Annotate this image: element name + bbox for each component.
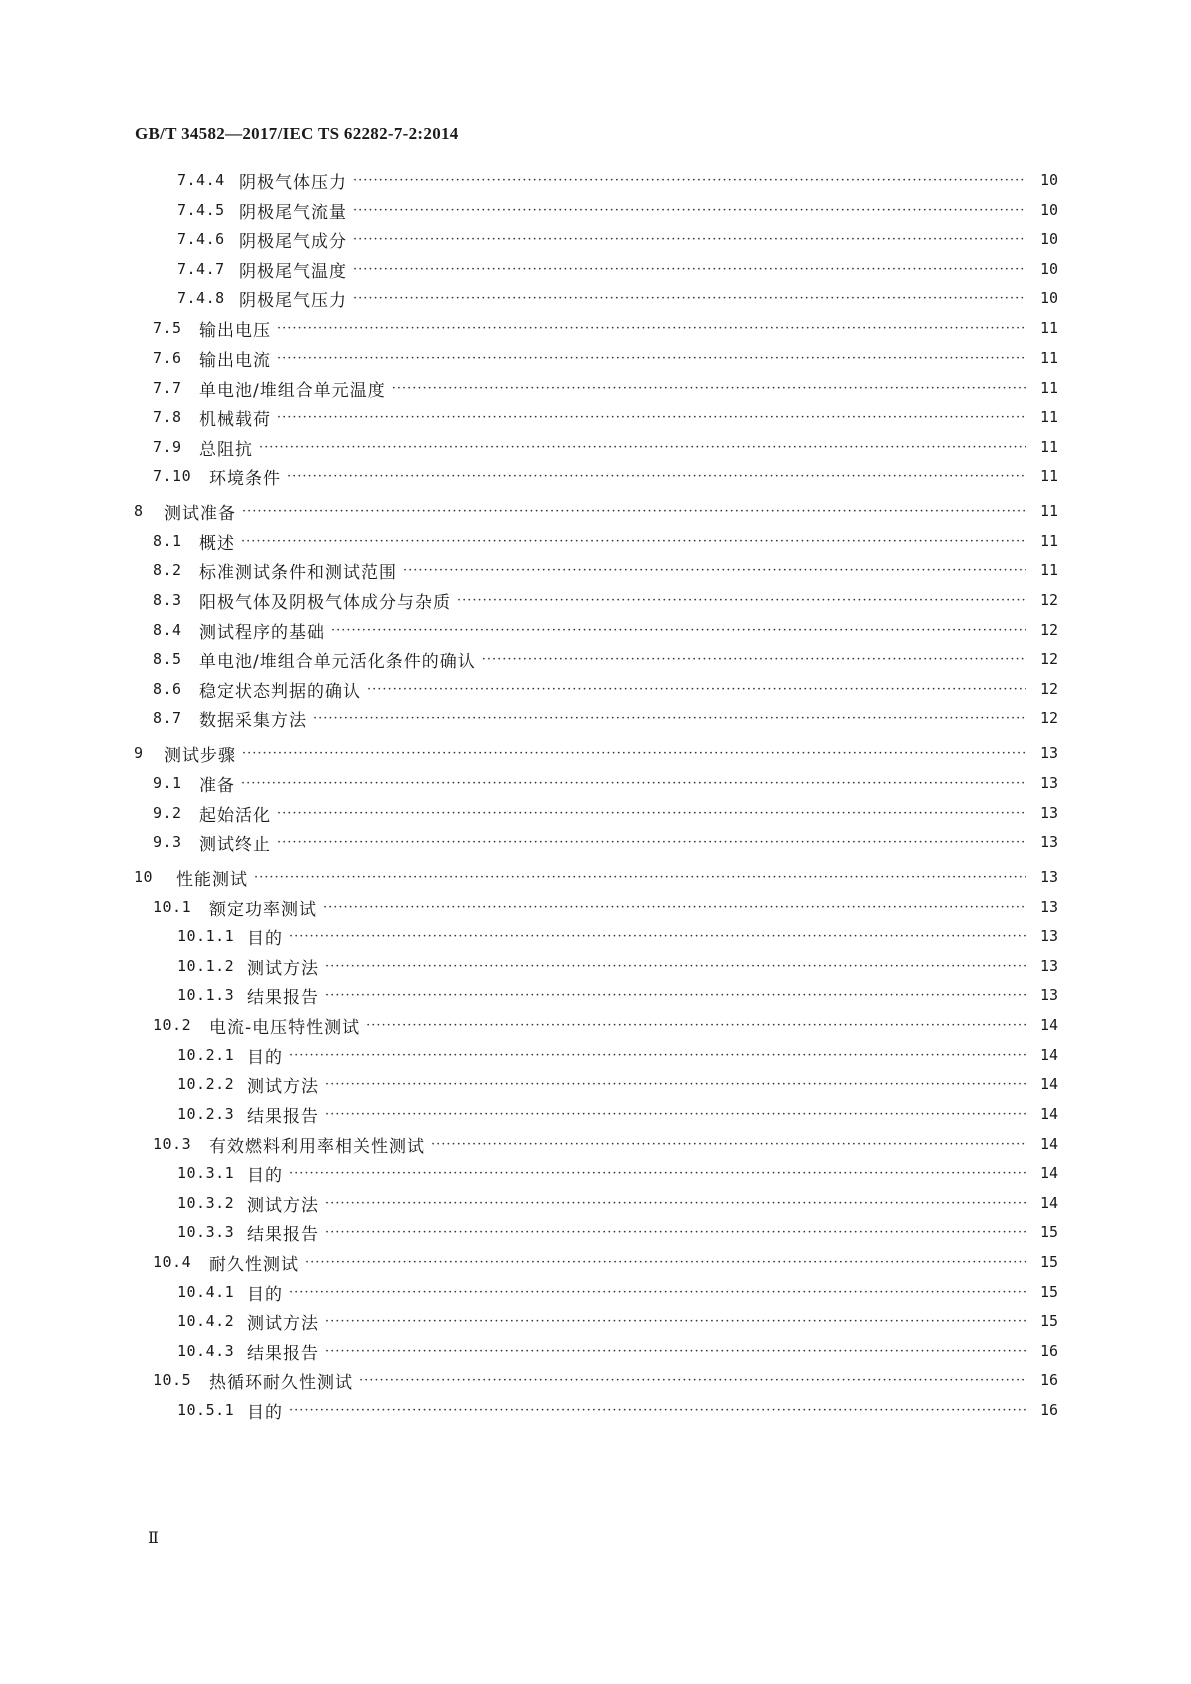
- toc-entry-title: 阴极气体压力: [239, 172, 347, 193]
- dot-leader: [457, 593, 1026, 608]
- toc-entry[interactable]: [177, 982, 1058, 1008]
- toc-entry[interactable]: [153, 800, 1058, 826]
- toc-entry-page-number: 13: [1039, 744, 1058, 762]
- toc-entry-title: 目的: [247, 1402, 283, 1423]
- toc-entry-number: 9.1: [153, 774, 182, 792]
- toc-entry-number: 7.4.4: [177, 171, 225, 189]
- toc-entry-page-number: 11: [1039, 561, 1058, 579]
- toc-entry-page-number: 14: [1039, 1075, 1058, 1093]
- toc-entry[interactable]: [177, 256, 1058, 282]
- toc-entry-number: 10.2.3: [177, 1105, 235, 1123]
- toc-entry-page-number: 13: [1039, 986, 1058, 1004]
- toc-entry-page-number: 16: [1039, 1371, 1058, 1389]
- toc-entry-page-number: 13: [1039, 774, 1058, 792]
- toc-entry-page-number: 13: [1039, 868, 1058, 886]
- toc-entry-title: 环境条件: [209, 468, 281, 489]
- toc-entry-page-number: 11: [1039, 319, 1058, 337]
- toc-entry-title: 结果报告: [247, 1343, 319, 1364]
- dot-leader: [325, 988, 1026, 1003]
- toc-entry-page-number: 14: [1039, 1194, 1058, 1212]
- toc-entry-title: 额定功率测试: [209, 899, 317, 920]
- toc-entry-number: 10.3.2: [177, 1194, 235, 1212]
- toc-entry[interactable]: [153, 1367, 1058, 1393]
- toc-entry-number: 7.10: [153, 467, 192, 485]
- toc-entry-title: 输出电压: [199, 320, 271, 341]
- toc-entry-title: 阴极尾气温度: [239, 261, 347, 282]
- toc-entry[interactable]: [153, 404, 1058, 430]
- dot-leader: [241, 534, 1026, 549]
- toc-entry-page-number: 10: [1039, 260, 1058, 278]
- toc-entry[interactable]: [177, 1219, 1058, 1245]
- toc-entry[interactable]: [153, 315, 1058, 341]
- toc-entry-title: 目的: [247, 1165, 283, 1186]
- dot-leader: [331, 623, 1026, 638]
- toc-entry[interactable]: [177, 1338, 1058, 1364]
- toc-entry-title: 概述: [199, 533, 235, 554]
- toc-entry[interactable]: [153, 1012, 1058, 1038]
- toc-entry-page-number: 15: [1039, 1253, 1058, 1271]
- toc-entry-number: 7.6: [153, 349, 182, 367]
- toc-entry-title: 结果报告: [247, 1224, 319, 1245]
- toc-entry-page-number: 15: [1039, 1283, 1058, 1301]
- toc-entry-number: 8.1: [153, 532, 182, 550]
- toc-entry[interactable]: [134, 740, 1058, 766]
- dot-leader: [325, 1314, 1026, 1329]
- toc-entry-title: 测试终止: [199, 834, 271, 855]
- dot-leader: [325, 959, 1026, 974]
- toc-entry[interactable]: [177, 167, 1058, 193]
- toc-entry-page-number: 12: [1039, 680, 1058, 698]
- toc-entry-title: 阴极尾气成分: [239, 231, 347, 252]
- toc-entry[interactable]: [177, 1160, 1058, 1186]
- toc-entry-number: 10.3: [153, 1135, 192, 1153]
- toc-entry-page-number: 13: [1039, 927, 1058, 945]
- toc-entry-page-number: 13: [1039, 957, 1058, 975]
- toc-entry-number: 8: [134, 502, 144, 520]
- page-folio: Ⅱ: [148, 1530, 159, 1547]
- toc-entry[interactable]: [134, 864, 1058, 890]
- toc-entry-page-number: 10: [1039, 289, 1058, 307]
- dot-leader: [277, 351, 1026, 366]
- toc-entry-title: 结果报告: [247, 1106, 319, 1127]
- toc-entry-number: 10.1.2: [177, 957, 235, 975]
- dot-leader: [305, 1255, 1026, 1270]
- toc-entry[interactable]: [153, 1249, 1058, 1275]
- dot-leader: [313, 711, 1026, 726]
- toc-entry-title: 输出电流: [199, 350, 271, 371]
- dot-leader: [289, 1403, 1026, 1418]
- dot-leader: [289, 929, 1026, 944]
- toc-entry-page-number: 11: [1039, 379, 1058, 397]
- toc-entry-number: 10.4.2: [177, 1312, 235, 1330]
- toc-entry-number: 10.3.1: [177, 1164, 235, 1182]
- toc-entry[interactable]: [153, 705, 1058, 731]
- toc-entry[interactable]: [177, 953, 1058, 979]
- toc-entry-title: 目的: [247, 1284, 283, 1305]
- toc-entry-number: 10.1.3: [177, 986, 235, 1004]
- toc-entry-page-number: 14: [1039, 1135, 1058, 1153]
- toc-entry-number: 7.8: [153, 408, 182, 426]
- toc-entry-page-number: 10: [1039, 201, 1058, 219]
- toc-entry[interactable]: [153, 463, 1058, 489]
- toc-entry-page-number: 11: [1039, 438, 1058, 456]
- dot-leader: [353, 291, 1026, 306]
- dot-leader: [254, 870, 1026, 885]
- toc-entry[interactable]: [177, 1190, 1058, 1216]
- toc-entry-number: 9.2: [153, 804, 182, 822]
- dot-leader: [287, 469, 1026, 484]
- dot-leader: [325, 1107, 1026, 1122]
- toc-entry-number: 10.5: [153, 1371, 192, 1389]
- toc-entry-title: 机械载荷: [199, 409, 271, 430]
- toc-entry-title: 准备: [199, 775, 235, 796]
- toc-entry-page-number: 11: [1039, 467, 1058, 485]
- toc-entry-number: 10.5.1: [177, 1401, 235, 1419]
- toc-entry-title: 阴极尾气压力: [239, 290, 347, 311]
- toc-entry[interactable]: [177, 1279, 1058, 1305]
- dot-leader: [482, 652, 1026, 667]
- toc-entry[interactable]: [177, 226, 1058, 252]
- toc-entry-title: 目的: [247, 928, 283, 949]
- dot-leader: [353, 262, 1026, 277]
- toc-entry-number: 7.4.8: [177, 289, 225, 307]
- toc-entry-page-number: 16: [1039, 1342, 1058, 1360]
- dot-leader: [289, 1048, 1026, 1063]
- dot-leader: [353, 232, 1026, 247]
- toc-entry-title: 单电池/堆组合单元活化条件的确认: [199, 651, 476, 672]
- toc-entry-number: 7.4.6: [177, 230, 225, 248]
- toc-entry-number: 8.7: [153, 709, 182, 727]
- dot-leader: [325, 1225, 1026, 1240]
- toc-entry[interactable]: [177, 1071, 1058, 1097]
- toc-entry-page-number: 16: [1039, 1401, 1058, 1419]
- toc-entry-number: 10.2.1: [177, 1046, 235, 1064]
- toc-entry[interactable]: [153, 587, 1058, 613]
- toc-entry-number: 8.3: [153, 591, 182, 609]
- toc-entry[interactable]: [153, 829, 1058, 855]
- toc-entry[interactable]: [153, 894, 1058, 920]
- toc-entry-number: 10.4: [153, 1253, 192, 1271]
- toc-entry-title: 测试程序的基础: [199, 622, 325, 643]
- toc-entry[interactable]: [134, 498, 1058, 524]
- dot-leader: [325, 1077, 1026, 1092]
- dot-leader: [259, 440, 1026, 455]
- dot-leader: [359, 1373, 1026, 1388]
- toc-entry-title: 稳定状态判据的确认: [199, 681, 361, 702]
- toc-entry-page-number: 10: [1039, 171, 1058, 189]
- dot-leader: [289, 1285, 1026, 1300]
- dot-leader: [289, 1166, 1026, 1181]
- dot-leader: [367, 682, 1026, 697]
- toc-entry-page-number: 11: [1039, 502, 1058, 520]
- toc-entry-number: 10.4.1: [177, 1283, 235, 1301]
- toc-entry[interactable]: [153, 345, 1058, 371]
- dot-leader: [242, 504, 1026, 519]
- toc-entry-title: 目的: [247, 1047, 283, 1068]
- toc-entry-page-number: 11: [1039, 532, 1058, 550]
- toc-entry-title: 测试方法: [247, 958, 319, 979]
- toc-entry-number: 8.2: [153, 561, 182, 579]
- dot-leader: [353, 173, 1026, 188]
- toc-entry-number: 7.4.5: [177, 201, 225, 219]
- dot-leader: [392, 381, 1026, 396]
- dot-leader: [277, 410, 1026, 425]
- toc-entry-page-number: 13: [1039, 898, 1058, 916]
- toc-entry-page-number: 12: [1039, 650, 1058, 668]
- dot-leader: [241, 776, 1026, 791]
- toc-entry-page-number: 11: [1039, 408, 1058, 426]
- toc-entry-title: 测试步骤: [164, 745, 236, 766]
- toc-entry-title: 阳极气体及阴极气体成分与杂质: [199, 592, 451, 613]
- toc-entry-title: 有效燃料利用率相关性测试: [209, 1136, 425, 1157]
- toc-entry[interactable]: [153, 375, 1058, 401]
- toc-entry-number: 10.1: [153, 898, 192, 916]
- toc-entry-title: 测试方法: [247, 1195, 319, 1216]
- toc-entry-page-number: 14: [1039, 1046, 1058, 1064]
- toc-entry-page-number: 13: [1039, 804, 1058, 822]
- toc-entry[interactable]: [177, 285, 1058, 311]
- toc-entry-number: 9: [134, 744, 144, 762]
- toc-entry[interactable]: [153, 557, 1058, 583]
- toc-entry[interactable]: [177, 197, 1058, 223]
- toc-entry-number: 7.9: [153, 438, 182, 456]
- toc-entry-page-number: 11: [1039, 349, 1058, 367]
- toc-entry-number: 8.4: [153, 621, 182, 639]
- dot-leader: [431, 1137, 1026, 1152]
- dot-leader: [242, 746, 1026, 761]
- toc-entry-number: 10: [134, 868, 154, 886]
- toc-entry-title: 起始活化: [199, 805, 271, 826]
- toc-entry-title: 耐久性测试: [209, 1254, 299, 1275]
- toc-entry-title: 结果报告: [247, 987, 319, 1008]
- toc-entry[interactable]: [177, 1308, 1058, 1334]
- toc-entry-title: 标准测试条件和测试范围: [199, 562, 397, 583]
- toc-entry-title: 数据采集方法: [199, 710, 307, 731]
- toc-entry[interactable]: [177, 1101, 1058, 1127]
- dot-leader: [353, 203, 1026, 218]
- dot-leader: [323, 900, 1026, 915]
- toc-entry[interactable]: [177, 1042, 1058, 1068]
- toc-entry-number: 10.3.3: [177, 1223, 235, 1241]
- toc-entry-page-number: 12: [1039, 591, 1058, 609]
- toc-entry-number: 10.1.1: [177, 927, 235, 945]
- dot-leader: [277, 321, 1026, 336]
- toc-entry-number: 10.2.2: [177, 1075, 235, 1093]
- toc-entry-title: 测试准备: [164, 503, 236, 524]
- toc-entry-number: 10.4.3: [177, 1342, 235, 1360]
- dot-leader: [277, 806, 1026, 821]
- dot-leader: [403, 563, 1026, 578]
- toc-entry-title: 电流-电压特性测试: [209, 1017, 361, 1038]
- toc-entry-page-number: 15: [1039, 1312, 1058, 1330]
- toc-entry-number: 7.7: [153, 379, 182, 397]
- toc-entry-page-number: 14: [1039, 1016, 1058, 1034]
- toc-entry-title: 性能测试: [176, 869, 248, 890]
- toc-entry-page-number: 12: [1039, 621, 1058, 639]
- toc-entry[interactable]: [153, 617, 1058, 643]
- toc-entry-page-number: 13: [1039, 833, 1058, 851]
- toc-entry-number: 9.3: [153, 833, 182, 851]
- toc-entry-number: 7.5: [153, 319, 182, 337]
- toc-entry-number: 8.6: [153, 680, 182, 698]
- toc-entry-page-number: 15: [1039, 1223, 1058, 1241]
- toc-entry-page-number: 14: [1039, 1105, 1058, 1123]
- toc-entry-title: 单电池/堆组合单元温度: [199, 380, 386, 401]
- document-header-code: GB/T 34582—2017/IEC TS 62282-7-2:2014: [135, 124, 459, 143]
- toc-entry-page-number: 12: [1039, 709, 1058, 727]
- toc-entry[interactable]: [153, 1131, 1058, 1157]
- toc-entry-title: 测试方法: [247, 1076, 319, 1097]
- toc-entry-number: 8.5: [153, 650, 182, 668]
- toc-entry[interactable]: [177, 923, 1058, 949]
- toc-entry[interactable]: [153, 770, 1058, 796]
- dot-leader: [325, 1196, 1026, 1211]
- dot-leader: [366, 1018, 1026, 1033]
- toc-entry-title: 热循环耐久性测试: [209, 1372, 353, 1393]
- toc-entry[interactable]: [177, 1397, 1058, 1423]
- toc-entry-title: 总阻抗: [199, 439, 253, 460]
- toc-entry-number: 10.2: [153, 1016, 192, 1034]
- toc-entry-title: 测试方法: [247, 1313, 319, 1334]
- toc-entry-page-number: 10: [1039, 230, 1058, 248]
- toc-entry-number: 7.4.7: [177, 260, 225, 278]
- dot-leader: [325, 1344, 1026, 1359]
- toc-entry-title: 阴极尾气流量: [239, 202, 347, 223]
- toc-entry[interactable]: [153, 434, 1058, 460]
- dot-leader: [277, 835, 1026, 850]
- toc-entry[interactable]: [153, 676, 1058, 702]
- toc-entry-page-number: 14: [1039, 1164, 1058, 1182]
- toc-entry[interactable]: [153, 646, 1058, 672]
- toc-entry[interactable]: [153, 528, 1058, 554]
